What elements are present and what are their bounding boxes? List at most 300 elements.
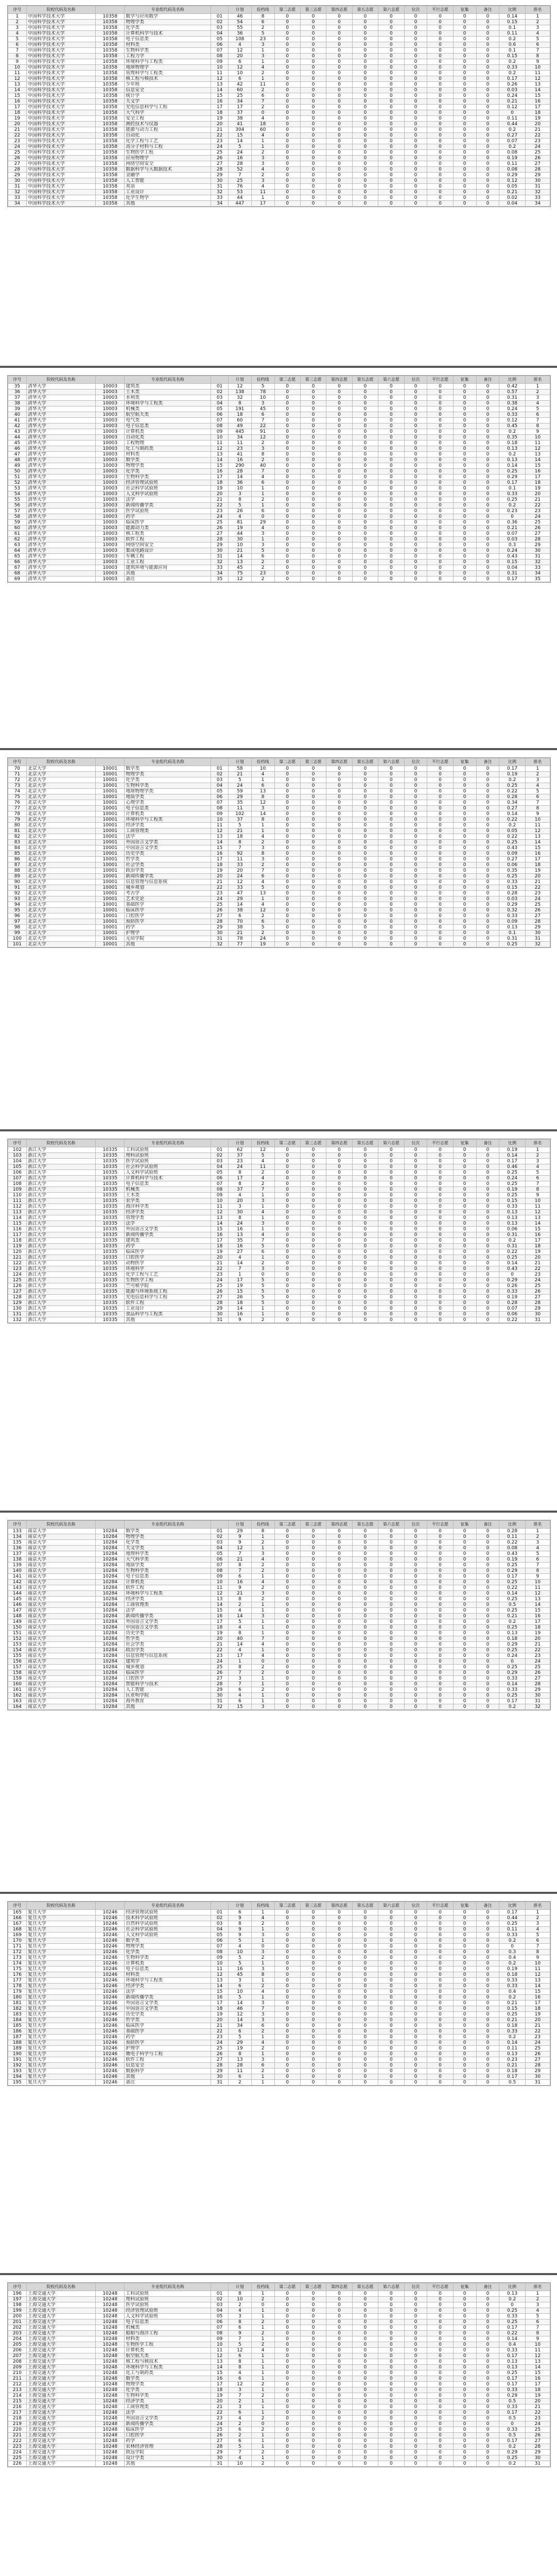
table-row xyxy=(8,2399,550,2404)
table-cell: 0 xyxy=(427,1704,453,1710)
table-cell: 外国语言文学类 xyxy=(125,840,211,845)
table-cell: 27 xyxy=(211,2057,229,2063)
table-cell: 0 xyxy=(499,1659,525,1665)
table-cell: 0 xyxy=(352,395,378,401)
table-cell: 0 xyxy=(427,930,453,936)
table-cell: 0 xyxy=(300,811,326,817)
table-cell: 金融学 xyxy=(125,173,211,178)
table-cell: 6 xyxy=(251,509,274,514)
table-cell: 经济学类 xyxy=(125,823,211,828)
table-cell: 172 xyxy=(8,1950,27,1955)
table-cell: 0 xyxy=(453,1978,476,1984)
table-cell: 0 xyxy=(326,486,352,492)
column-header: 第四志愿 xyxy=(326,1521,352,1529)
table-cell: 0 xyxy=(274,783,300,789)
table-cell: 0 xyxy=(476,2342,499,2348)
table-row xyxy=(8,543,550,548)
table-cell: 生物科学类 xyxy=(125,2393,211,2399)
table-cell: 0 xyxy=(300,1614,326,1619)
table-cell: 0 xyxy=(453,1704,476,1710)
table-cell: 9 xyxy=(525,429,550,435)
table-cell: 46 xyxy=(228,2006,251,2012)
table-cell: 1 xyxy=(251,2433,274,2438)
table-cell: 78 xyxy=(228,936,251,942)
table-cell: 8 xyxy=(251,452,274,457)
table-cell: 0 xyxy=(326,766,352,772)
table-cell: 44 xyxy=(228,195,251,201)
table-cell: 0 xyxy=(378,1682,404,1687)
table-cell: 0 xyxy=(326,1995,352,2001)
table-cell: 0.25 xyxy=(499,1648,525,1653)
table-cell: 航空航天类 xyxy=(125,2353,211,2359)
table-cell: 24 xyxy=(525,2421,550,2427)
table-cell: 10003 xyxy=(96,435,125,440)
table-cell: 0 xyxy=(378,71,404,76)
table-cell: 0 xyxy=(427,772,453,777)
table-cell: 0 xyxy=(326,1529,352,1534)
table-cell: 0 xyxy=(300,65,326,71)
table-row xyxy=(8,429,550,435)
table-cell: 0 xyxy=(274,565,300,571)
table-cell: 16 xyxy=(211,1995,229,2001)
table-cell: 0 xyxy=(476,429,499,435)
table-cell: 2 xyxy=(251,1261,274,1266)
table-cell: 复旦大学 xyxy=(26,2023,95,2029)
table-cell: 10001 xyxy=(96,913,125,919)
table-cell: 数学类 xyxy=(125,1938,211,1944)
table-cell: 0 xyxy=(404,474,427,480)
table-cell: 4 xyxy=(251,133,274,139)
table-cell: 0 xyxy=(326,2365,352,2370)
table-cell: 浙江大学 xyxy=(26,1317,95,1323)
table-row xyxy=(8,116,550,122)
table-cell: 55 xyxy=(8,497,27,503)
table-cell: 0 xyxy=(378,178,404,184)
table-cell: 0 xyxy=(453,127,476,133)
table-cell: 0 xyxy=(427,571,453,577)
table-row xyxy=(8,2012,550,2018)
table-cell: 2 xyxy=(8,20,27,25)
table-cell: 0 xyxy=(274,1927,300,1933)
table-cell: 0 xyxy=(300,71,326,76)
table-cell: 0 xyxy=(404,93,427,99)
table-cell: 0 xyxy=(378,1215,404,1221)
table-row xyxy=(8,1300,550,1306)
table-cell: 22 xyxy=(525,2029,550,2035)
table-cell: 少年班 xyxy=(125,82,211,88)
table-cell: 0 xyxy=(326,777,352,783)
table-cell: 航空航天类 xyxy=(125,412,211,418)
table-cell: 0 xyxy=(326,156,352,161)
table-cell: 0 xyxy=(352,14,378,20)
table-cell: 0 xyxy=(427,2359,453,2365)
table-cell: 0.14 xyxy=(499,1261,525,1266)
table-row xyxy=(8,2450,550,2455)
table-cell: 10001 xyxy=(96,936,125,942)
table-cell: 0 xyxy=(352,1631,378,1636)
table-cell: 222 xyxy=(8,2438,27,2444)
table-cell: 46 xyxy=(228,14,251,20)
table-cell: 45 xyxy=(251,406,274,412)
table-cell: 0 xyxy=(378,543,404,548)
table-cell: 0.33 xyxy=(499,2387,525,2393)
table-cell: 54 xyxy=(8,492,27,497)
table-cell: 1 xyxy=(251,2336,274,2342)
table-cell: 17 xyxy=(211,1619,229,1625)
table-cell: 16 xyxy=(228,1967,251,1972)
table-cell: 5 xyxy=(251,384,274,389)
table-cell: 0 xyxy=(427,2382,453,2387)
table-cell: 0 xyxy=(300,469,326,474)
table-cell: 11 xyxy=(228,857,251,862)
table-cell: 0 xyxy=(352,885,378,891)
table-cell: 0 xyxy=(378,1249,404,1255)
table-cell: 38 xyxy=(228,116,251,122)
table-cell: 0.2 xyxy=(499,2035,525,2040)
table-cell: 0.14 xyxy=(499,811,525,817)
table-cell: 122 xyxy=(8,1261,27,1266)
table-cell: 0 xyxy=(274,2023,300,2029)
table-cell: 地质学类 xyxy=(125,794,211,800)
table-row xyxy=(8,2297,550,2302)
table-cell: 7 xyxy=(228,1551,251,1557)
table-cell: 29 xyxy=(251,520,274,526)
table-cell: 0 xyxy=(378,2069,404,2074)
table-cell: 0 xyxy=(476,1659,499,1665)
table-cell: 0 xyxy=(476,531,499,537)
table-cell: 能源与环境系统工程 xyxy=(125,1289,211,1295)
table-cell: 0 xyxy=(427,1551,453,1557)
table-cell: 南京大学 xyxy=(26,1648,95,1653)
table-cell: 0 xyxy=(476,1631,499,1636)
table-cell: 0 xyxy=(404,190,427,195)
table-cell: 人文科学试验班 xyxy=(125,1170,211,1176)
table-cell: 0 xyxy=(476,2438,499,2444)
table-cell: 历史学类 xyxy=(125,2012,211,2018)
table-cell: 0 xyxy=(427,806,453,811)
table-cell: 26 xyxy=(525,1289,550,1295)
table-cell: 0 xyxy=(476,1580,499,1585)
table-cell: 0 xyxy=(326,1938,352,1944)
table-cell: 0 xyxy=(476,418,499,423)
table-cell: 软件工程 xyxy=(125,2057,211,2063)
table-cell: 14 xyxy=(211,840,229,845)
table-cell: 0 xyxy=(427,201,453,207)
table-cell: 0 xyxy=(378,1625,404,1631)
table-row xyxy=(8,531,550,537)
table-cell: 18 xyxy=(211,480,229,486)
table-cell: 163 xyxy=(8,1699,27,1704)
page-separator xyxy=(0,748,557,750)
table-cell: 8 xyxy=(525,423,550,429)
table-cell: 02 xyxy=(211,772,229,777)
table-cell: 0.1 xyxy=(499,48,525,54)
table-cell: 28 xyxy=(211,2063,229,2069)
table-cell: 18 xyxy=(211,2006,229,2012)
table-cell: 0 xyxy=(453,54,476,59)
table-cell: 0 xyxy=(476,840,499,845)
table-cell: 0 xyxy=(300,2069,326,2074)
table-cell: 102 xyxy=(228,811,251,817)
table-cell: 0 xyxy=(326,463,352,469)
table-cell: 21 xyxy=(211,879,229,885)
table-cell: 清华大学 xyxy=(26,446,95,452)
table-cell: 23 xyxy=(525,2416,550,2421)
table-cell: 0 xyxy=(300,1597,326,1602)
table-cell: 5 xyxy=(228,503,251,509)
table-cell: 2 xyxy=(251,862,274,868)
table-row xyxy=(8,794,550,800)
table-cell: 0 xyxy=(251,110,274,116)
table-cell: 3 xyxy=(251,1950,274,1955)
table-cell: 0 xyxy=(378,127,404,133)
table-cell: 0 xyxy=(404,384,427,389)
table-cell: 0 xyxy=(274,139,300,144)
table-cell: 0 xyxy=(427,457,453,463)
table-cell: 188 xyxy=(8,2040,27,2046)
table-cell: 0 xyxy=(326,452,352,457)
table-cell: 10284 xyxy=(96,1625,125,1631)
table-cell: 6 xyxy=(228,2074,251,2080)
table-cell: 0 xyxy=(352,37,378,42)
table-cell: 0.31 xyxy=(499,936,525,942)
table-row xyxy=(8,190,550,195)
table-cell: 10246 xyxy=(96,2023,125,2029)
table-cell: 10335 xyxy=(96,1198,125,1204)
table-cell: 0 xyxy=(476,1170,499,1176)
table-cell: 2 xyxy=(251,1585,274,1591)
table-cell: 113 xyxy=(8,1210,27,1215)
table-cell: 27 xyxy=(211,1295,229,1300)
table-cell: 0 xyxy=(476,1187,499,1193)
table-cell: 17 xyxy=(525,1238,550,1244)
table-cell: 31 xyxy=(525,554,550,560)
table-row xyxy=(8,834,550,840)
table-cell: 0 xyxy=(326,2325,352,2331)
column-header: 计划 xyxy=(228,1521,251,1529)
table-cell: 0 xyxy=(352,571,378,577)
table-cell: 2 xyxy=(251,1955,274,1961)
table-cell: 0 xyxy=(453,2455,476,2461)
table-cell: 0 xyxy=(300,1249,326,1255)
table-cell: 0 xyxy=(404,173,427,178)
table-cell: 10 xyxy=(211,2342,229,2348)
table-cell: 0.33 xyxy=(499,913,525,919)
table-cell: 23 xyxy=(525,1653,550,1659)
table-cell: 复旦大学 xyxy=(26,2046,95,2052)
table-cell: 64 xyxy=(8,548,27,554)
table-cell: 0 xyxy=(300,2336,326,2342)
table-cell: 0 xyxy=(427,2069,453,2074)
table-cell: 0 xyxy=(352,480,378,486)
table-cell: 0 xyxy=(427,1938,453,1944)
table-cell: 0.04 xyxy=(499,565,525,571)
table-cell: 0 xyxy=(476,42,499,48)
table-cell: 经济学类 xyxy=(125,1210,211,1215)
table-cell: 0.15 xyxy=(499,560,525,565)
table-cell: 35 xyxy=(228,800,251,806)
table-cell: 0 xyxy=(404,1938,427,1944)
table-cell: 13 xyxy=(525,2359,550,2365)
table-cell: 8 xyxy=(228,1563,251,1568)
table-cell: 0 xyxy=(326,1312,352,1317)
table-cell: 致远学院 xyxy=(125,2450,211,2455)
table-cell: 2 xyxy=(251,173,274,178)
table-cell: 0 xyxy=(476,1938,499,1944)
table-cell: 0 xyxy=(427,1221,453,1227)
table-cell: 0 xyxy=(404,777,427,783)
table-cell: 0 xyxy=(404,2342,427,2348)
table-cell: 33 xyxy=(8,195,27,201)
table-cell: 62 xyxy=(8,537,27,543)
table-cell: 浙江大学 xyxy=(26,1215,95,1221)
column-header xyxy=(96,1521,125,1529)
table-cell: 上海交通大学 xyxy=(26,2336,95,2342)
table-cell: 29 xyxy=(228,896,251,902)
table-cell: 0 xyxy=(378,423,404,429)
table-cell: 0 xyxy=(274,913,300,919)
table-cell: 0 xyxy=(427,1210,453,1215)
table-cell: 0.25 xyxy=(499,1921,525,1927)
table-cell: 29 xyxy=(211,1687,229,1693)
table-cell: 经济学类 xyxy=(125,1597,211,1602)
table-cell: 3 xyxy=(251,446,274,452)
column-header: 序号 xyxy=(8,6,27,14)
column-header: 排名 xyxy=(525,376,550,384)
table-cell: 0.17 xyxy=(499,2353,525,2359)
table-cell: 0.11 xyxy=(499,1927,525,1933)
table-cell: 0 xyxy=(274,59,300,65)
table-cell: 0 xyxy=(378,862,404,868)
table-cell: 0 xyxy=(427,1670,453,1676)
table-cell: 清华大学 xyxy=(26,565,95,571)
table-cell: 30 xyxy=(211,930,229,936)
table-cell: 67 xyxy=(8,565,27,571)
table-cell: 3 xyxy=(251,178,274,184)
table-cell: 17 xyxy=(525,105,550,110)
table-cell: 3 xyxy=(251,1933,274,1938)
table-cell: 0 xyxy=(326,823,352,828)
table-cell: 0 xyxy=(453,105,476,110)
table-cell: 44 xyxy=(228,531,251,537)
table-cell: 10001 xyxy=(96,817,125,823)
table-cell: 0 xyxy=(453,2040,476,2046)
table-cell: 0 xyxy=(378,116,404,122)
table-cell: 0 xyxy=(352,1529,378,1534)
table-cell: 0 xyxy=(453,777,476,783)
table-cell: 1 xyxy=(251,1204,274,1210)
table-cell: 0 xyxy=(427,520,453,526)
table-cell: 0 xyxy=(378,1659,404,1665)
table-cell: 0 xyxy=(274,2399,300,2404)
column-header xyxy=(96,6,125,14)
table-cell: 08 xyxy=(211,2331,229,2336)
table-cell: 27 xyxy=(211,2438,229,2444)
table-cell: 0 xyxy=(352,2012,378,2018)
table-cell: 4 xyxy=(251,474,274,480)
table-cell: 0 xyxy=(352,891,378,896)
table-cell: 0 xyxy=(476,1147,499,1153)
table-cell: 0 xyxy=(427,384,453,389)
table-cell: 32 xyxy=(525,1704,550,1710)
table-cell: 0 xyxy=(274,2314,300,2319)
table-cell: 上海交通大学 xyxy=(26,2359,95,2365)
table-cell: 0 xyxy=(300,1283,326,1289)
table-cell: 0.21 xyxy=(499,1614,525,1619)
table-cell: 162 xyxy=(8,1693,27,1699)
table-cell: 1 xyxy=(251,1255,274,1261)
table-cell: 4 xyxy=(251,772,274,777)
table-cell: 10003 xyxy=(96,548,125,554)
table-cell: 0 xyxy=(453,942,476,947)
table-cell: 0 xyxy=(476,930,499,936)
table-cell: 0 xyxy=(300,2461,326,2467)
table-cell: 法学 xyxy=(125,1221,211,1227)
table-cell: 0 xyxy=(453,1227,476,1232)
table-cell: 5 xyxy=(251,1244,274,1249)
table-row xyxy=(8,161,550,167)
table-cell: 0.42 xyxy=(499,384,525,389)
table-cell: 14 xyxy=(211,1602,229,1608)
table-cell: 18 xyxy=(525,480,550,486)
table-cell: 0 xyxy=(378,2455,404,2461)
table-cell: 0 xyxy=(352,577,378,582)
table-cell: 口腔医学 xyxy=(125,1255,211,1261)
table-row xyxy=(8,82,550,88)
table-cell: 0 xyxy=(404,2302,427,2308)
table-cell: 上海交通大学 xyxy=(26,2297,95,2302)
table-cell: 10335 xyxy=(96,1317,125,1323)
table-cell: 0 xyxy=(404,1266,427,1272)
table-cell: 0 xyxy=(453,497,476,503)
table-cell: 10 xyxy=(211,1580,229,1585)
table-cell: 0 xyxy=(274,1659,300,1665)
table-cell: 0 xyxy=(378,1967,404,1972)
table-cell: 138 xyxy=(228,389,251,395)
table-cell: 0 xyxy=(453,1944,476,1950)
table-cell: 历史学类 xyxy=(125,851,211,857)
table-cell: 0 xyxy=(378,834,404,840)
table-cell: 建筑学 xyxy=(125,1659,211,1665)
table-cell: 0 xyxy=(427,1529,453,1534)
table-cell: 0 xyxy=(453,1989,476,1995)
table-cell: 29 xyxy=(211,925,229,930)
table-cell: 清华大学 xyxy=(26,435,95,440)
table-cell: 30 xyxy=(525,930,550,936)
table-cell: 0 xyxy=(352,1164,378,1170)
table-cell: 4 xyxy=(251,65,274,71)
table-cell: 0 xyxy=(476,1687,499,1693)
table-cell: 0 xyxy=(352,896,378,902)
table-row xyxy=(8,1255,550,1261)
table-cell: 11 xyxy=(525,71,550,76)
table-cell: 0 xyxy=(378,469,404,474)
table-cell: 0 xyxy=(378,1910,404,1916)
table-row xyxy=(8,1289,550,1295)
table-cell: 0 xyxy=(352,161,378,167)
table-cell: 0 xyxy=(352,1306,378,1312)
table-cell: 10003 xyxy=(96,486,125,492)
table-cell: 10248 xyxy=(96,2416,125,2421)
table-cell: 0 xyxy=(427,59,453,65)
column-header: 院校代码及名称 xyxy=(26,6,95,14)
table-cell: 25 xyxy=(211,520,229,526)
table-cell: 29 xyxy=(211,1306,229,1312)
table-cell: 6 xyxy=(228,1984,251,1989)
table-cell: 0 xyxy=(274,2057,300,2063)
table-cell: 25 xyxy=(525,1283,550,1289)
table-cell: 机械类 xyxy=(125,1187,211,1193)
